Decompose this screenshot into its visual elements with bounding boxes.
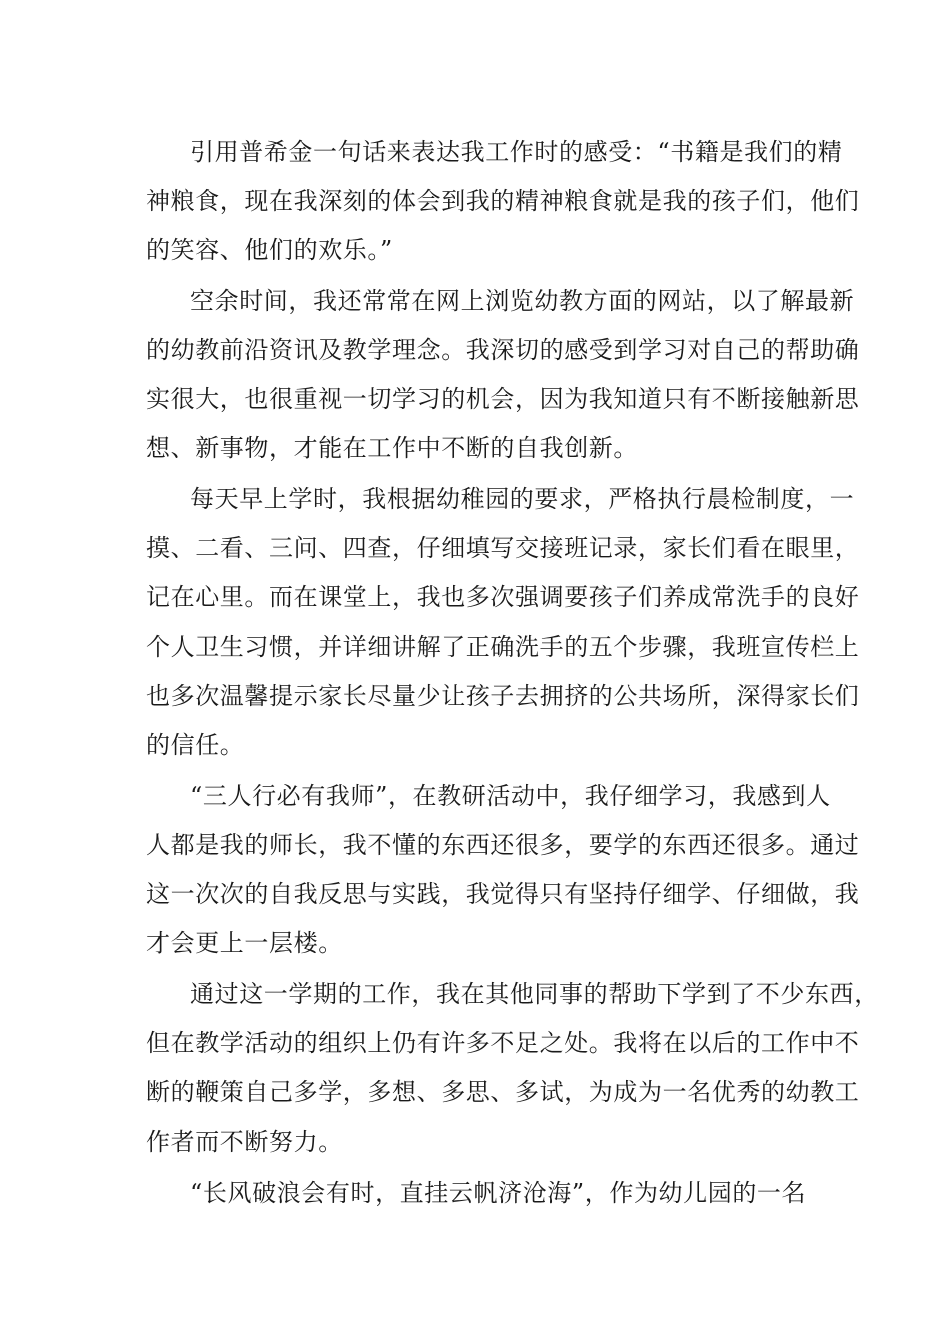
paragraph-2-line-1: 空余时间，我还常常在网上浏览幼教方面的网站，以了解最新 bbox=[190, 287, 855, 315]
paragraph-4-line-4: 才会更上一层楼。 bbox=[146, 929, 343, 957]
paragraph-2-line-2: 的幼教前沿资讯及教学理念。我深切的感受到学习对自己的帮助确 bbox=[146, 336, 860, 364]
paragraph-3-line-2: 摸、二看、三问、四查，仔细填写交接班记录，家长们看在眼里， bbox=[146, 534, 860, 562]
paragraph-1-line-3: 的笑容、他们的欢乐。” bbox=[146, 236, 393, 264]
paragraph-5-line-3: 断的鞭策自己多学，多想、多思、多试，为成为一名优秀的幼教工 bbox=[146, 1078, 860, 1106]
paragraph-2-line-3: 实很大，也很重视一切学习的机会，因为我知道只有不断接触新思 bbox=[146, 385, 860, 413]
paragraph-6-line-1: “长风破浪会有时，直挂云帆济沧海”，作为幼儿园的一名 bbox=[190, 1179, 807, 1207]
paragraph-2-line-4: 想、新事物，才能在工作中不断的自我创新。 bbox=[146, 434, 638, 462]
paragraph-1-line-1: 引用普希金一句话来表达我工作时的感受：“书籍是我们的精 bbox=[190, 138, 843, 166]
paragraph-4-line-2: 人都是我的师长，我不懂的东西还很多，要学的东西还很多。通过 bbox=[146, 831, 860, 859]
paragraph-4-line-1: “三人行必有我师”，在教研活动中，我仔细学习，我感到人 bbox=[190, 782, 831, 810]
paragraph-5-line-2: 但在教学活动的组织上仍有许多不足之处。我将在以后的工作中不 bbox=[146, 1029, 860, 1057]
paragraph-3-line-4: 个人卫生习惯，并详细讲解了正确洗手的五个步骤，我班宣传栏上 bbox=[146, 633, 860, 661]
paragraph-5-line-1: 通过这一学期的工作，我在其他同事的帮助下学到了不少东西， bbox=[190, 980, 879, 1008]
paragraph-1-line-2: 神粮食，现在我深刻的体会到我的精神粮食就是我的孩子们，他们 bbox=[146, 187, 860, 215]
paragraph-4-line-3: 这一次次的自我反思与实践，我觉得只有坚持仔细学、仔细做，我 bbox=[146, 880, 860, 908]
paragraph-3-line-6: 的信任。 bbox=[146, 731, 245, 759]
paragraph-3-line-5: 也多次温馨提示家长尽量少让孩子去拥挤的公共场所，深得家长们 bbox=[146, 682, 860, 710]
paragraph-5-line-4: 作者而不断努力。 bbox=[146, 1128, 343, 1156]
paragraph-3-line-1: 每天早上学时，我根据幼稚园的要求，严格执行晨检制度，一 bbox=[190, 485, 855, 513]
paragraph-3-line-3: 记在心里。而在课堂上，我也多次强调要孩子们养成常洗手的良好 bbox=[146, 583, 860, 611]
